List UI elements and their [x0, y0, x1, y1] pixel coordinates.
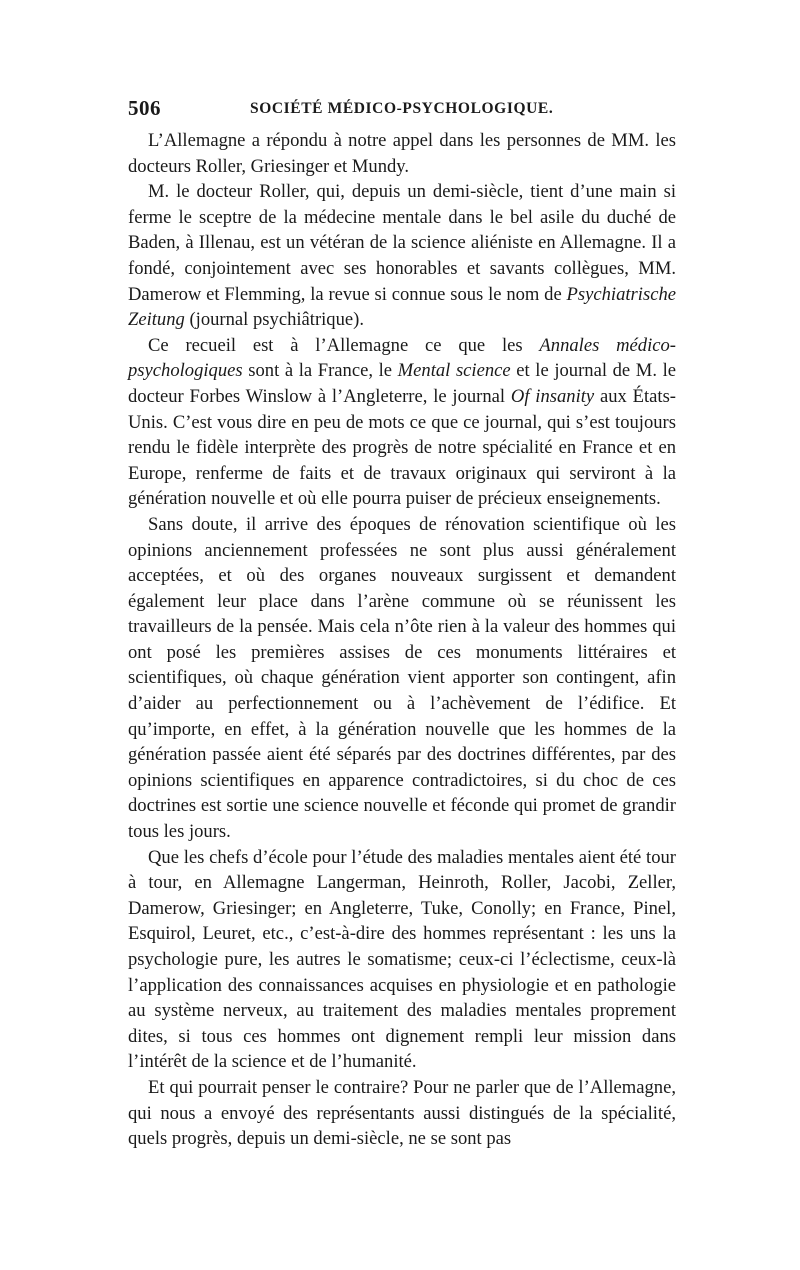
text-run: aux États-Unis. C’est vous dire en peu de mots ce que ce journal, qui s’est toujours rendu le fidèle interprète des progrès de notre spécialité en France et en Europe, renferme de faits et de travaux originaux qui serviront à la génération nouvelle et où elle pourra puiser de précieux enseignements.	[128, 385, 676, 510]
text-run: L’Allemagne a répondu à notre appel dans les personnes de MM. les docteurs Roller, Griesinger et Mundy.	[128, 130, 676, 177]
text-run: Et qui pourrait penser le contraire? Pour ne parler que de l’Allemagne, qui nous a envoyé des représentants aussi distingués de la spécialité, quels progrès, depuis un demi-siècle, ne se sont pas	[128, 1076, 676, 1150]
italic-title: Mental science	[397, 360, 511, 382]
text-run: et le journal de M. le docteur Forbes Winslow à l’Angleterre, le journal	[128, 360, 676, 407]
paragraph	[128, 1075, 676, 1152]
paragraph	[128, 845, 676, 1075]
book-page	[128, 96, 676, 1152]
paragraph	[128, 512, 676, 845]
text-run: Que les chefs d’école pour l’étude des maladies mentales aient été tour à tour, en Allemagne Langerman, Heinroth, Roller, Jacobi, Zeller, Damerow, Griesinger; en Angleterre, Tuke, Conolly; en France, Pinel, Esquirol, Leuret, etc., c’est-à-dire des hommes représentant : les uns la psychologie pure, les autres le somatisme; ceux-ci l’éclectisme, ceux-là l’application des connaissances acquises en physiologie et en pathologie au système nerveux, au traitement des maladies mentales proprement dites, si tous ces hommes ont dignement rempli leur mission dans l’intérêt de la science et de l’humanité.	[128, 846, 676, 1073]
italic-title: Of insanity	[510, 385, 595, 407]
paragraph	[128, 179, 676, 333]
page-number: 506	[128, 96, 161, 120]
body-text	[128, 128, 676, 1152]
paragraph	[128, 128, 676, 179]
running-head: SOCIÉTÉ MÉDICO-PSYCHOLOGIQUE.	[250, 100, 554, 117]
text-run: M. le docteur Roller, qui, depuis un demi-siècle, tient d’une main si ferme le sceptre de la médecine mentale dans le bel asile du duché de Baden, à Illenau, est un vétéran de la science aliéniste en Allemagne. Il a fondé, conjointement avec ses honorables et savants collègues, MM. Damerow et Flemming, la revue si connue sous le nom de	[128, 181, 676, 305]
text-run: Ce recueil est à l’Allemagne ce que les	[148, 334, 540, 356]
italic-title: Psychiatrische Zeitung	[128, 283, 676, 331]
paragraph	[128, 333, 676, 512]
italic-title: Annales médico-psychologiques	[128, 334, 677, 382]
text-run: Sans doute, il arrive des époques de rénovation scientifique où les opinions anciennement professées ne sont plus aussi généralement acceptées, et où des organes nouveaux surgissent et demandent également leur place dans l’arène commune où se réunissent les travailleurs de la pensée. Mais cela n’ôte rien à la valeur des hommes qui ont posé les premières assises de ces monuments littéraires et scientifiques, où chaque génération vient apporter son contingent, afin d’aider au perfectionnement ou à l’achèvement de l’édifice. Et qu’importe, en effet, à la génération nouvelle que les hommes de la génération passée aient été séparés par des doctrines différentes, par des opinions scientifiques en apparence contradictoires, si du choc de ces doctrines est sortie une science nouvelle et féconde qui promet de grandir tous les jours.	[128, 513, 676, 843]
text-run: sont à la France, le	[242, 360, 398, 382]
text-run: (journal psychiâtrique).	[184, 309, 364, 331]
page-header	[128, 96, 676, 126]
